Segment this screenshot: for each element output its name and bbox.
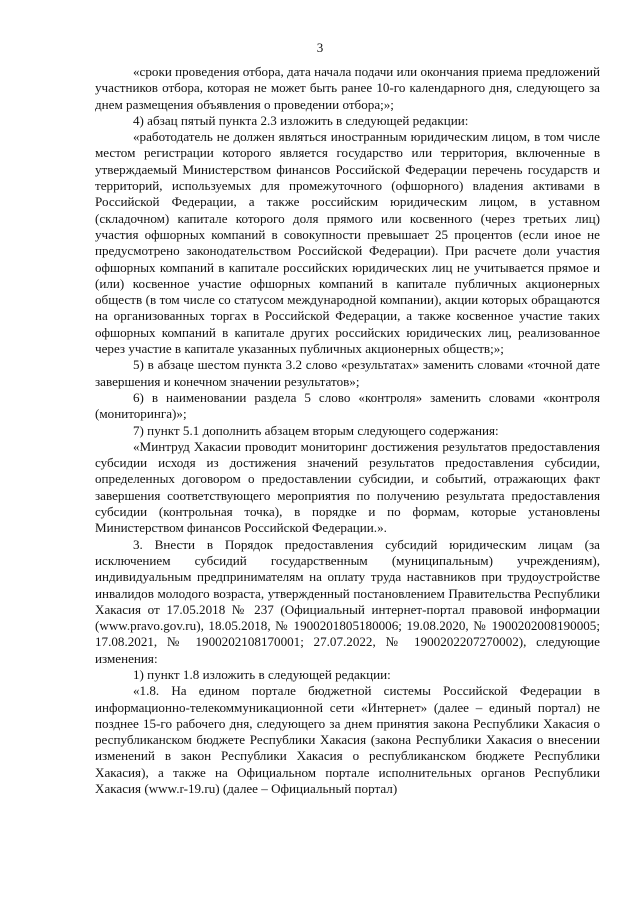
document-body [95, 64, 600, 797]
paragraph: 5) в абзаце шестом пункта 3.2 слово «результатах» заменить словами «точной дате завершения и конечном значении результатов»; [95, 357, 600, 389]
paragraph: 3. Внести в Порядок предоставления субсидий юридическим лицам (за исключением субсидий государственным (муниципальным) учреждениям), индивидуальным предпринимателям на оплату труда наставников при трудоустройстве инвалидов молодого возраста, утвержденный постановлением Правительства Республики Хакасия от 17.05.2018 № 237 (Официальный интернет-портал правовой информации (www.pravo.gov.ru), 18.05.2018, № 1900201805180006; 19.08.2020, № 1900202008190005; 17.08.2021, № 1900202108170001; 27.07.2022, № 1900202207270002), следующие изменения: [95, 536, 600, 666]
paragraph: «1.8. На едином портале бюджетной системы Российской Федерации в информационно-телекоммуникационной сети «Интернет» (далее – единый портал) не позднее 15-го рабочего дня, следующего за днем принятия закона Республики Хакасия о республиканском бюджете Республики Хакасия (закона Республики Хакасия о внесении изменений в закон Республики Хакасия о республиканском бюджете Республики Хакасия), а также на Официальном портале исполнительных органов Республики Хакасия (www.r-19.ru) (далее – Официальный портал) [95, 683, 600, 797]
paragraph: 7) пункт 5.1 дополнить абзацем вторым следующего содержания: [133, 422, 499, 438]
paragraph: 6) в наименовании раздела 5 слово «контроля» заменить словами «контроля (мониторинга)»; [95, 389, 600, 422]
paragraph: «Минтруд Хакасии проводит мониторинг достижения результатов предоставления субсидии исходя из достижения значений результатов предоставления субсидии, определенных договором о предоставлении субсидии, и событий, отражающих факт завершения соответствующего мероприятия по получению результата предоставления субсидии (контрольная точка), в порядке и по формам, которые установлены Министерством финансов Российской Федерации.». [95, 438, 600, 536]
paragraph: 4) абзац пятый пункта 2.3 изложить в следующей редакции: [133, 112, 469, 128]
page-number: 3 [316, 40, 324, 55]
paragraph: «сроки проведения отбора, дата начала подачи или окончания приема предложений участников отбора, которая не может быть ранее 10-го календарного дня, следующего за днем размещения объявления о проведении отбора;»; [95, 64, 600, 112]
paragraph: 1) пункт 1.8 изложить в следующей редакции: [133, 666, 391, 682]
paragraph: «работодатель не должен являться иностранным юридическим лицом, в том числе местом регистрации которого является государство или территория, включенные в утверждаемый Министерством финансов Российской Федерации перечень государств и территорий, используемых для промежуточного (офшорного) владения активами в Российской Федерации, а также российским юридическим лицом, в уставном (складочном) капитале которого доля прямого или косвенного (через третьих лиц) участия офшорных компаний в совокупности превышает 25 процентов (если иное не предусмотрено законодательством Российской Федерации). При расчете доли участия офшорных компаний в капитале российских юридических лиц не учитывается прямое и (или) косвенное участие офшорных компаний в капитале публичных акционерных обществ (в том числе со статусом международной компании), акции которых обращаются на организованных торгах в Российской Федерации, а также косвенное участие таких офшорных компаний в капитале других российских юридических лиц, реализованное через участие в капитале указанных публичных акционерных обществ;»; [95, 129, 600, 357]
